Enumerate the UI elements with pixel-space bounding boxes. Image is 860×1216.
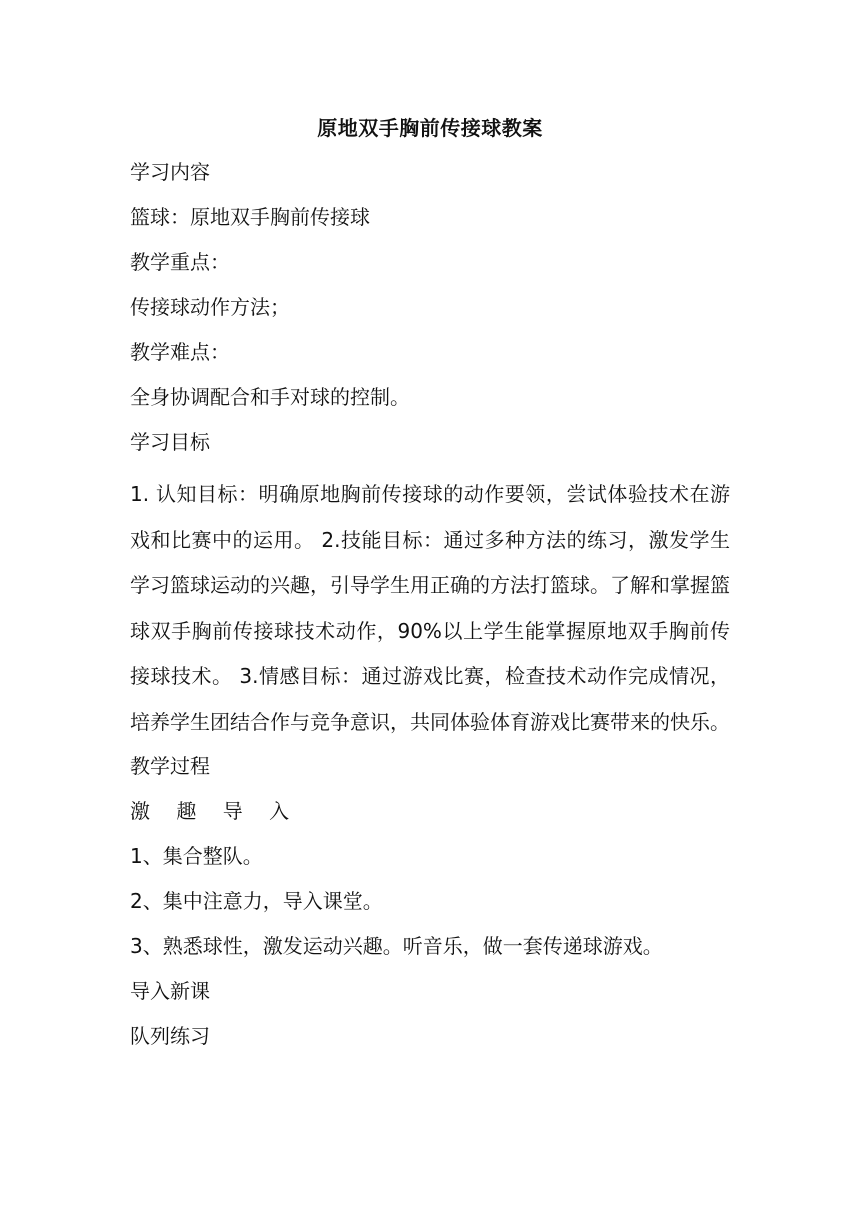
key-points-text: 传接球动作方法； <box>130 295 290 319</box>
difficulties-text: 全身协调配合和手对球的控制。 <box>130 385 410 409</box>
learning-content-text: 篮球：原地双手胸前传接球 <box>130 205 370 229</box>
process-step-2: 2、集中注意力，导入课堂。 <box>130 889 383 913</box>
objectives-paragraph: 1. 认知目标：明确原地胸前传接球的动作要领，尝试体验技术在游戏和比赛中的运用。 2.技能目标：通过多种方法的练习，激发学生学习篮球运动的兴趣，引导学生用正确的方法打篮球。了解和掌握篮球双手胸前传接球技术动作，90%以上学生能掌握原地双手胸前传接球技术。 3.情感目标：通过游戏比赛，检查技术动作完成情况，培养学生团结合作与竞争意识，共同体验体育游戏比赛带来的快乐。 <box>130 482 730 734</box>
process-step-1: 1、集合整队。 <box>130 844 263 868</box>
learning-content-heading: 学习内容 <box>130 160 210 184</box>
key-points-heading: 教学重点： <box>130 250 230 274</box>
document-title: 原地双手胸前传接球教案 <box>317 116 543 140</box>
difficulties-heading: 教学难点： <box>130 340 230 364</box>
document-body <box>130 155 730 1064</box>
intro-heading <box>130 794 730 839</box>
intro-heading-text: 激 趣 导 入 <box>130 799 300 823</box>
process-step-3: 3、熟悉球性，激发运动兴趣。听音乐，做一套传递球游戏。 <box>130 934 663 958</box>
new-lesson-heading: 导入新课 <box>130 979 210 1003</box>
drill-heading: 队列练习 <box>130 1024 210 1048</box>
process-heading: 教学过程 <box>130 754 210 778</box>
objectives-heading: 学习目标 <box>130 430 210 454</box>
